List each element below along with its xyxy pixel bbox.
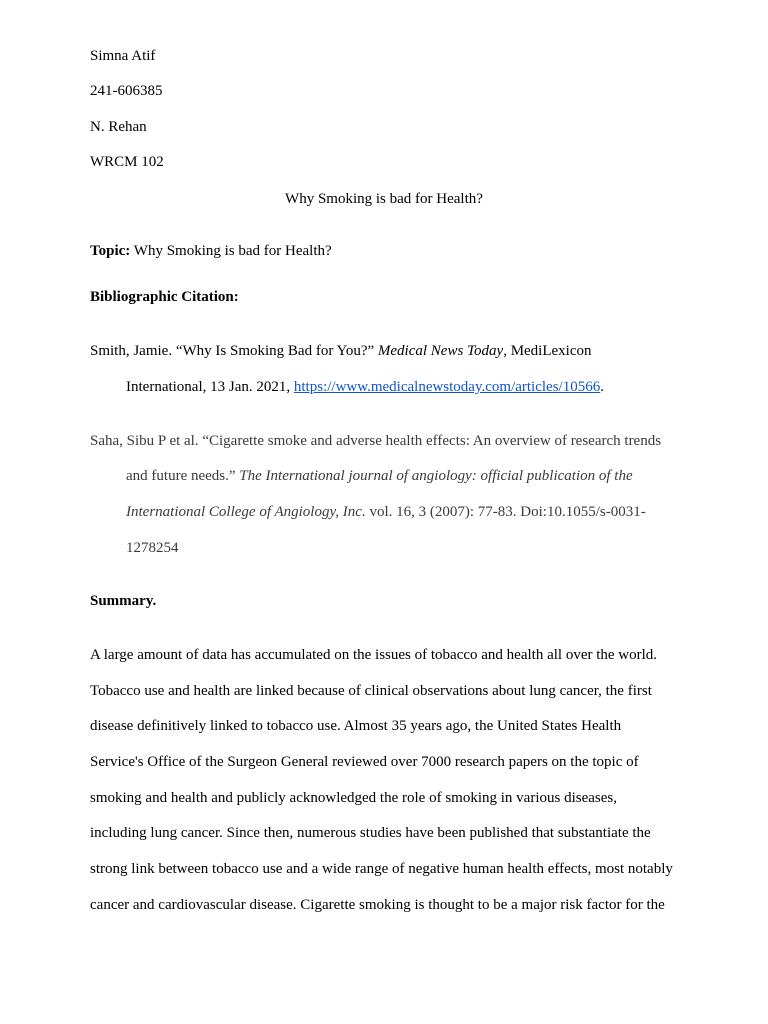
document-title: Why Smoking is bad for Health? bbox=[285, 191, 483, 207]
citation-2-title-end: and future needs.” bbox=[126, 468, 240, 484]
course-code: WRCM 102 bbox=[90, 154, 164, 170]
citation-2-line-4: 1278254 bbox=[126, 540, 179, 556]
summary-heading: Summary. bbox=[90, 593, 157, 609]
summary-line: strong link between tobacco use and a wide range of negative human health effects, most notably bbox=[90, 861, 673, 877]
citation-2-line-1: Saha, Sibu P et al. “Cigarette smoke and adverse health effects: An overview of research trends bbox=[90, 433, 662, 449]
summary-line: disease definitively linked to tobacco use. Almost 35 years ago, the United States Health bbox=[90, 718, 622, 734]
citation-2-line-3 bbox=[126, 502, 646, 522]
topic-text: Why Smoking is bad for Health? bbox=[133, 243, 332, 259]
summary-line: including lung cancer. Since then, numerous studies have been published that substantiate the bbox=[90, 825, 651, 841]
citation-2-volume: vol. 16, 3 (2007): 77-83. Doi:10.1055/s-0031- bbox=[365, 504, 646, 520]
summary-line: smoking and health and publicly acknowledged the role of smoking in various diseases, bbox=[90, 790, 617, 806]
citation-1-link[interactable]: https://www.medicalnewstoday.com/articles/10566 bbox=[293, 379, 601, 395]
summary-line: A large amount of data has accumulated on the issues of tobacco and health all over the world. bbox=[90, 647, 658, 663]
citation-1-line-1 bbox=[90, 341, 592, 361]
author-name: Simna Atif bbox=[90, 48, 156, 64]
citation-2-journal-part-2: International College of Angiology, Inc. bbox=[126, 504, 366, 520]
topic-label: Topic: bbox=[90, 243, 131, 259]
summary-line: cancer and cardiovascular disease. Cigarette smoking is thought to be a major risk factor for the bbox=[90, 897, 665, 913]
citation-2-journal-part-1: The International journal of angiology: official publication of the bbox=[239, 468, 633, 484]
student-id: 241-606385 bbox=[90, 83, 163, 99]
bibliography-heading: Bibliographic Citation: bbox=[90, 289, 239, 305]
citation-1-source: Medical News Today bbox=[377, 343, 504, 359]
citation-1-author-title: Smith, Jamie. “Why Is Smoking Bad for You?” bbox=[90, 343, 378, 359]
instructor-name: N. Rehan bbox=[90, 119, 147, 135]
citation-1-publisher: , MediLexicon bbox=[503, 343, 592, 359]
summary-line: Service's Office of the Surgeon General reviewed over 7000 research papers on the topic of bbox=[90, 754, 639, 770]
citation-1-date: International, 13 Jan. 2021, bbox=[126, 379, 294, 395]
citation-1-line-2 bbox=[126, 377, 604, 397]
topic-line bbox=[90, 241, 332, 261]
summary-line: Tobacco use and health are linked because of clinical observations about lung cancer, the first bbox=[90, 683, 652, 699]
citation-2-line-2 bbox=[126, 466, 633, 486]
citation-1-period: . bbox=[600, 379, 604, 395]
